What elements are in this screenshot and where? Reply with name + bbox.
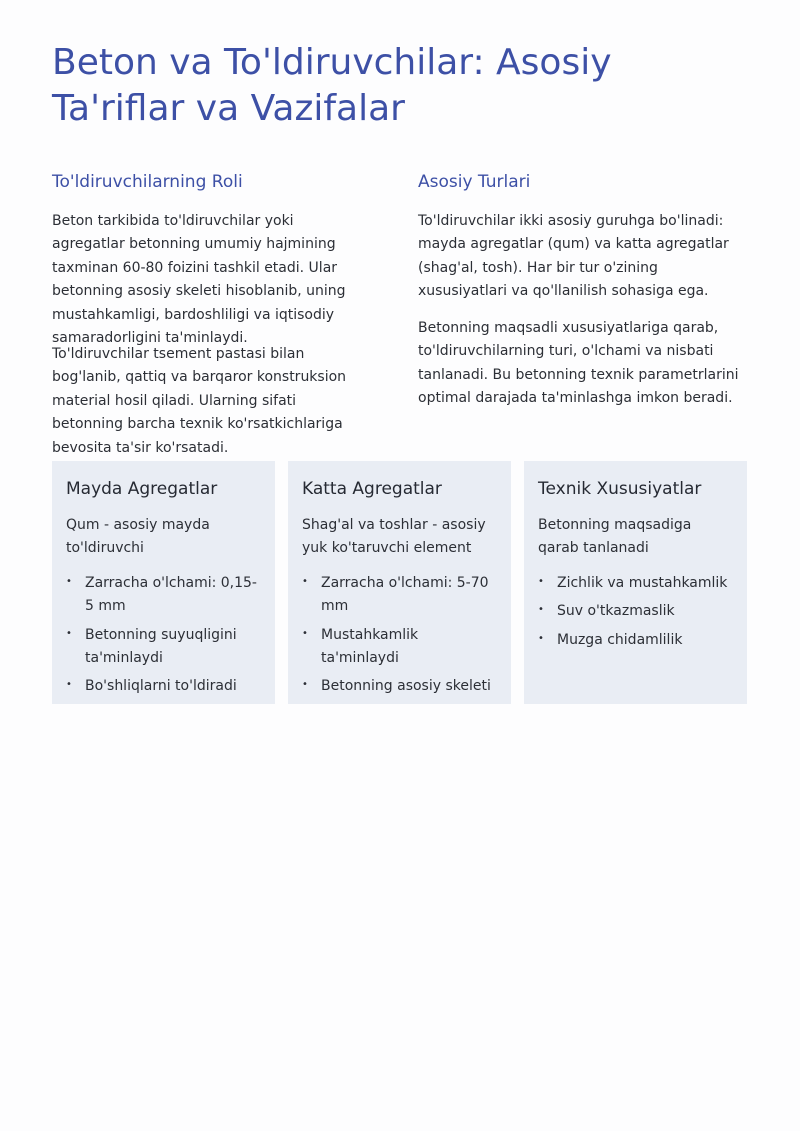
left-column-heading: To'ldiruvchilarning Roli — [52, 172, 243, 192]
right-column-paragraph: To'ldiruvchilar ikki asosiy guruhga bo'linadi: mayda agregatlar (qum) va katta agregatlar (shag'al, tosh). Har bir tur o'zining xususiyatlari va qo'llanilish sohasiga ega. — [418, 213, 729, 300]
list-item: • Muzga chidamlilik — [538, 629, 733, 652]
card-fine-aggregates — [52, 461, 275, 704]
card-description: Qum - asosiy mayda to'ldiruvchi — [66, 517, 210, 557]
card-title: Katta Agregatlar — [302, 479, 442, 499]
list-item: • Suv o'tkazmaslik — [538, 600, 733, 623]
card-list — [302, 572, 497, 699]
list-item: • Zichlik va mustahkamlik — [538, 572, 733, 595]
left-column-paragraph: Beton tarkibida to'ldiruvchilar yoki agregatlar betonning umumiy hajmining taxminan 60-80 foizini tashkil etadi. Ular betonning asosiy skeleti hisoblanib, uning mustahkamligi, bardoshliligi va iqtisodiy samaradorligini ta'minlaydi. — [52, 213, 346, 347]
left-column-paragraph: To'ldiruvchilar tsement pastasi bilan bog'lanib, qattiq va barqaror konstruksion material hosil qiladi. Ularning sifati betonning barcha texnik ko'rsatkichlariga bevosita ta'sir ko'rsatadi. — [52, 346, 347, 456]
list-item: • Zarracha o'lchami: 5-70 mm — [302, 572, 497, 619]
card-description: Shag'al va toshlar - asosiy yuk ko'taruvchi element — [302, 517, 486, 557]
right-column-heading: Asosiy Turlari — [418, 172, 531, 192]
card-title: Texnik Xususiyatlar — [538, 479, 702, 499]
right-column-paragraph: Betonning maqsadli xususiyatlariga qarab, to'ldiruvchilarning turi, o'lchami va nisbati tanlanadi. Bu betonning texnik parametrlarini optimal darajada ta'minlashga imkon beradi. — [418, 320, 739, 407]
list-item: • Bo'shliqlarni to'ldiradi — [66, 675, 261, 698]
card-list — [538, 572, 733, 652]
left-column — [52, 170, 368, 456]
card-coarse-aggregates — [288, 461, 511, 704]
page-title: Beton va To'ldiruvchilar: Asosiy Ta'riflar va Vazifalar — [52, 42, 612, 129]
info-cards — [52, 461, 748, 704]
list-item: • Mustahkamlik ta'minlaydi — [302, 624, 497, 671]
card-title: Mayda Agregatlar — [66, 479, 218, 499]
right-column — [418, 170, 748, 407]
card-technical-properties — [524, 461, 747, 704]
card-description: Betonning maqsadiga qarab tanlanadi — [538, 517, 692, 557]
list-item: • Betonning asosiy skeleti — [302, 675, 497, 698]
card-list — [66, 572, 261, 699]
list-item: • Betonning suyuqligini ta'minlaydi — [66, 624, 261, 671]
list-item: • Zarracha o'lchami: 0,15-5 mm — [66, 572, 261, 619]
